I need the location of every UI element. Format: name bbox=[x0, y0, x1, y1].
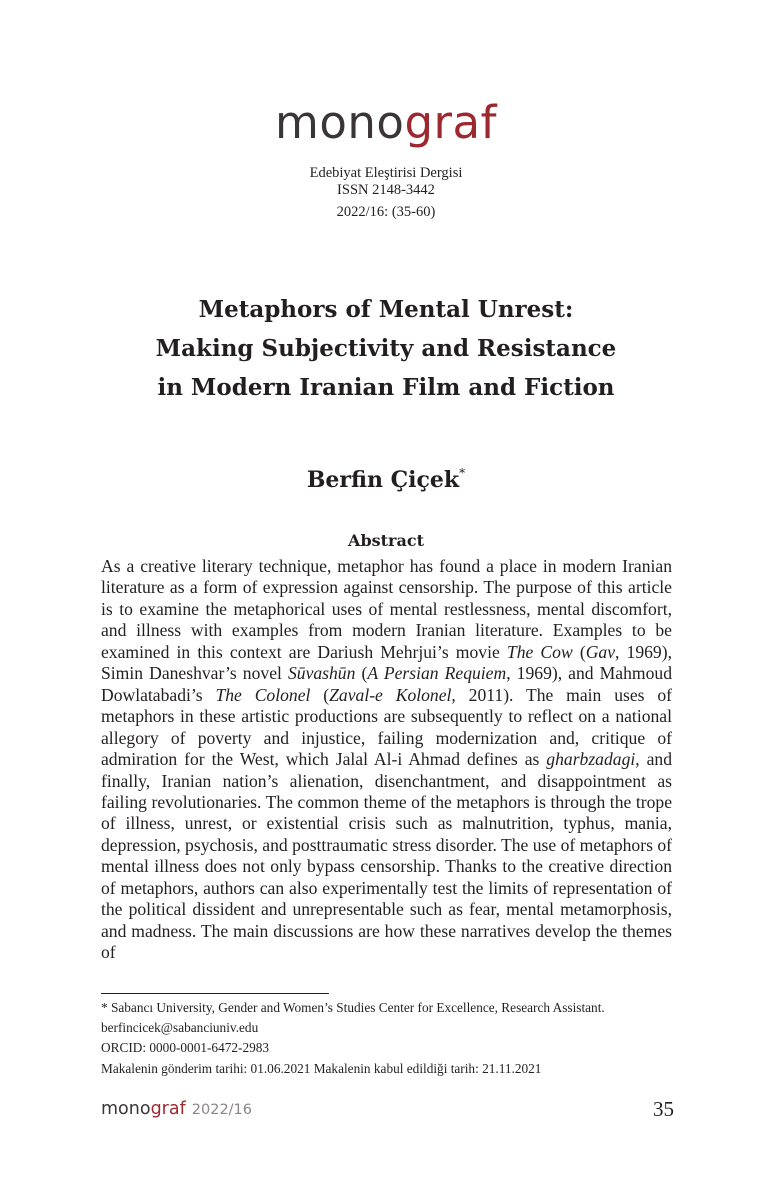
title-line: Metaphors of Mental Unrest: bbox=[198, 296, 574, 323]
abstract-italic-text: The Cow bbox=[506, 641, 573, 662]
journal-info bbox=[0, 165, 772, 221]
abstract-italic-text: Zaval-e Kolonel bbox=[329, 684, 452, 705]
abstract-text: ( bbox=[572, 641, 586, 662]
footer-year-issue: 2022/16 bbox=[191, 1102, 253, 1118]
page-number: 35 bbox=[653, 1097, 674, 1121]
author-name-text: Berfin Çiçek bbox=[306, 467, 460, 493]
logo-text-graf: graf bbox=[404, 96, 497, 149]
footnote-orcid: ORCID: 0000-0001-6472-2983 bbox=[101, 1040, 270, 1056]
abstract-heading: Abstract bbox=[348, 531, 424, 550]
abstract-text: ( bbox=[355, 663, 368, 684]
journal-issue: 2022/16: (35-60) bbox=[336, 204, 436, 220]
footer-logo-graf: graf bbox=[150, 1099, 186, 1119]
abstract-italic-text: The Colonel bbox=[215, 684, 311, 705]
title-line: Making Subjectivity and Resistance bbox=[155, 335, 617, 362]
footnote-divider bbox=[101, 993, 329, 994]
abstract-italic-text: Sūvashūn bbox=[287, 663, 356, 684]
abstract-text: , 1969), Simin Daneshvar’s novel bbox=[101, 641, 672, 684]
footnote-affiliation: * Sabancı University, Gender and Women’s Studies Center for Excellence, Research Assistant. bbox=[101, 1000, 605, 1015]
abstract-text: , and finally, Iranian nation’s alienation, disenchantment, and disappointment as failing revolutionaries. The common theme of the metaphors is through the trope of illness, unrest, or existential crisis such as malnutrition, typhus, mania, depression, psychosis, and posttraumatic stress disorder. The use of metaphors of mental illness does not only bypass censorship. Thanks to the creative direction of metaphors, authors can also experimentally test the limits of representation of the political dissident and unrepresentable such as fear, mental metamorphosis, and madness. The main discussions are how these narratives develop the themes of bbox=[101, 749, 673, 963]
article-title bbox=[0, 290, 772, 407]
footer-logo-mono: mono bbox=[101, 1099, 151, 1119]
logo-text-mono: mono bbox=[275, 96, 405, 149]
author-footnote-marker: * bbox=[459, 466, 466, 480]
abstract-italic-text: Gav bbox=[585, 641, 616, 662]
journal-issn: ISSN 2148-3442 bbox=[337, 182, 435, 198]
footnotes bbox=[101, 998, 681, 1079]
footer-logo bbox=[101, 1098, 252, 1121]
abstract-text: ( bbox=[310, 684, 330, 705]
abstract-text: , 2011). The main uses of metaphors in these artistic productions are subsequently to reflect on a national allegory of poverty and injustice, failing modernization and, critique of admiration for the West, which Jalal Al-i Ahmad defines as bbox=[101, 684, 672, 770]
title-line: in Modern Iranian Film and Fiction bbox=[157, 374, 615, 401]
abstract-text: , 1969), and Mahmoud Dowlatabadi’s bbox=[101, 663, 672, 705]
abstract-italic-text: A Persian Requiem bbox=[367, 663, 507, 684]
abstract-text: As a creative literary technique, metaphor has found a place in modern Iranian literature as a form of expression against censorship. The purpose of this article is to examine the metaphorical uses of mental restlessness, mental discomfort, and illness with examples from modern Iranian literature. Examples to be examined in this context are Dariush Mehrjui’s movie bbox=[101, 556, 672, 662]
footnote-dates: Makalenin gönderim tarihi: 01.06.2021 Makalenin kabul edildiği tarih: 21.11.2021 bbox=[101, 1060, 542, 1076]
journal-logo bbox=[0, 98, 772, 148]
abstract-italic-text: gharbzadagi bbox=[546, 749, 636, 770]
journal-name: Edebiyat Eleştirisi Dergisi bbox=[309, 165, 463, 181]
footnote-email: berfincicek@sabanciuniv.edu bbox=[101, 1020, 259, 1036]
author-name bbox=[0, 459, 772, 494]
abstract-body bbox=[101, 556, 672, 964]
